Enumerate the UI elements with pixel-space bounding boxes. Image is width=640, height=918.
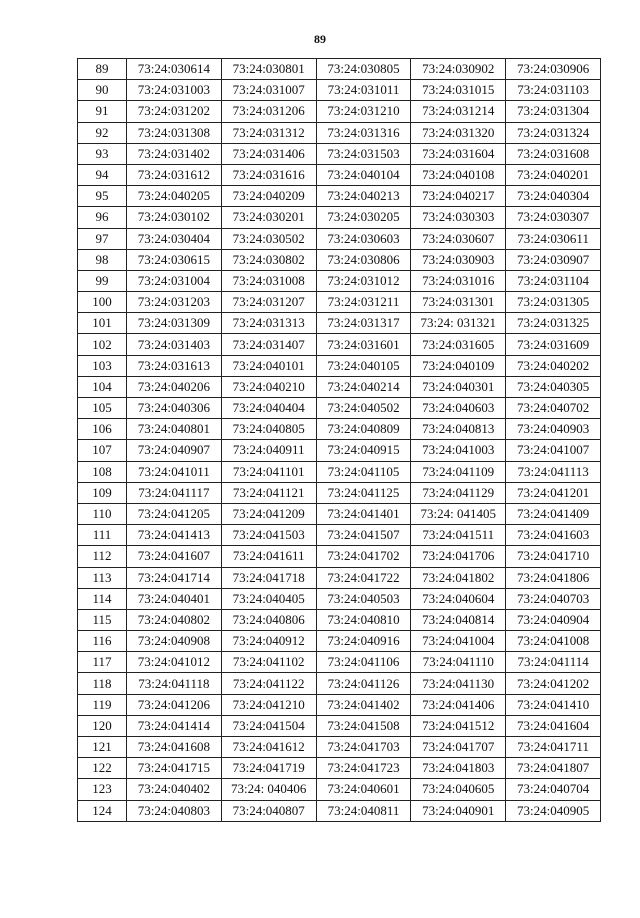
- cadastral-number-cell: 73:24:040912: [221, 631, 316, 652]
- table-row: [78, 673, 601, 694]
- cadastral-number-cell: 73:24:041121: [221, 482, 316, 503]
- cadastral-number-cell: 73:24:031320: [411, 122, 506, 143]
- cadastral-number-cell: 73:24:040916: [316, 631, 411, 652]
- row-number-cell: 102: [78, 334, 127, 355]
- cadastral-number-cell: 73:24:040903: [506, 419, 601, 440]
- cadastral-number-cell: 73:24:031309: [127, 313, 222, 334]
- cadastral-number-cell: 73:24:041209: [221, 503, 316, 524]
- table-row: [78, 164, 601, 185]
- table-row: [78, 80, 601, 101]
- table-row: [78, 588, 601, 609]
- cadastral-number-cell: 73:24:040201: [506, 164, 601, 185]
- row-number-cell: 100: [78, 292, 127, 313]
- cadastral-number-cell: 73:24:041129: [411, 482, 506, 503]
- cadastral-number-cell: 73:24:031313: [221, 313, 316, 334]
- table-row: [78, 101, 601, 122]
- cadastral-number-cell: 73:24:040306: [127, 398, 222, 419]
- cadastral-number-cell: 73:24:030805: [316, 59, 411, 80]
- cadastral-number-cell: 73:24:041118: [127, 673, 222, 694]
- cadastral-number-cell: 73:24:031016: [411, 270, 506, 291]
- cadastral-number-cell: 73:24:041109: [411, 461, 506, 482]
- cadastral-number-cell: 73:24:041603: [506, 525, 601, 546]
- cadastral-number-cell: 73:24:041007: [506, 440, 601, 461]
- cadastral-number-cell: 73:24:030614: [127, 59, 222, 80]
- cadastral-number-cell: 73:24:040811: [316, 800, 411, 821]
- cadastral-number-cell: 73:24:041110: [411, 652, 506, 673]
- cadastral-number-cell: 73:24:040915: [316, 440, 411, 461]
- table-row: [78, 249, 601, 270]
- cadastral-number-cell: 73:24:031011: [316, 80, 411, 101]
- row-number-cell: 110: [78, 503, 127, 524]
- cadastral-number-cell: 73:24:030906: [506, 59, 601, 80]
- cadastral-number-cell: 73:24:040404: [221, 398, 316, 419]
- cadastral-number-cell: 73:24:041511: [411, 525, 506, 546]
- table-row: [78, 122, 601, 143]
- cadastral-number-cell: 73:24:030603: [316, 228, 411, 249]
- cadastral-number-cell: 73:24:031301: [411, 292, 506, 313]
- table-row: [78, 482, 601, 503]
- row-number-cell: 118: [78, 673, 127, 694]
- table-row: [78, 398, 601, 419]
- row-number-cell: 119: [78, 694, 127, 715]
- cadastral-number-cell: 73:24:040803: [127, 800, 222, 821]
- cadastral-number-cell: 73:24:031103: [506, 80, 601, 101]
- cadastral-number-cell: 73:24:041205: [127, 503, 222, 524]
- table-row: [78, 440, 601, 461]
- cadastral-number-cell: 73:24:031316: [316, 122, 411, 143]
- row-number-cell: 123: [78, 779, 127, 800]
- cadastral-number-cell: 73:24:031601: [316, 334, 411, 355]
- cadastral-number-cell: 73:24:040405: [221, 588, 316, 609]
- table-row: [78, 694, 601, 715]
- row-number-cell: 93: [78, 143, 127, 164]
- cadastral-number-cell: 73:24:041607: [127, 546, 222, 567]
- cadastral-number-cell: 73:24:040603: [411, 398, 506, 419]
- cadastral-number-cell: 73:24:041105: [316, 461, 411, 482]
- row-number-cell: 107: [78, 440, 127, 461]
- cadastral-number-cell: 73:24:040601: [316, 779, 411, 800]
- cadastral-number-cell: 73:24:041806: [506, 567, 601, 588]
- cadastral-number-cell: 73:24:041718: [221, 567, 316, 588]
- cadastral-number-cell: 73:24:031008: [221, 270, 316, 291]
- cadastral-number-cell: 73:24:031402: [127, 143, 222, 164]
- cadastral-number-cell: 73:24:031403: [127, 334, 222, 355]
- cadastral-number-cell: 73:24:040814: [411, 609, 506, 630]
- cadastral-number-cell: 73:24:031104: [506, 270, 601, 291]
- table-row: [78, 652, 601, 673]
- cadastral-number-cell: 73:24:040604: [411, 588, 506, 609]
- cadastral-number-cell: 73:24:030806: [316, 249, 411, 270]
- cadastral-number-cell: 73:24:040805: [221, 419, 316, 440]
- cadastral-number-cell: 73:24:040214: [316, 376, 411, 397]
- cadastral-numbers-table: [77, 58, 601, 822]
- table-body: [78, 59, 601, 822]
- cadastral-number-cell: 73:24:041114: [506, 652, 601, 673]
- table-row: [78, 207, 601, 228]
- cadastral-number-cell: 73:24:041715: [127, 758, 222, 779]
- cadastral-number-cell: 73:24:040904: [506, 609, 601, 630]
- cadastral-number-cell: 73:24:041503: [221, 525, 316, 546]
- cadastral-number-cell: 73:24:030907: [506, 249, 601, 270]
- table-row: [78, 567, 601, 588]
- cadastral-number-cell: 73:24:040801: [127, 419, 222, 440]
- cadastral-number-cell: 73:24:041723: [316, 758, 411, 779]
- row-number-cell: 115: [78, 609, 127, 630]
- cadastral-number-cell: 73:24:041004: [411, 631, 506, 652]
- row-number-cell: 99: [78, 270, 127, 291]
- cadastral-number-cell: 73:24:041410: [506, 694, 601, 715]
- cadastral-number-cell: 73:24:041125: [316, 482, 411, 503]
- table-row: [78, 419, 601, 440]
- cadastral-number-cell: 73:24:030205: [316, 207, 411, 228]
- row-number-cell: 122: [78, 758, 127, 779]
- cadastral-number-cell: 73:24:031305: [506, 292, 601, 313]
- row-number-cell: 116: [78, 631, 127, 652]
- cadastral-number-cell: 73:24:041011: [127, 461, 222, 482]
- cadastral-number-cell: 73:24:040907: [127, 440, 222, 461]
- cadastral-number-cell: 73:24:040305: [506, 376, 601, 397]
- cadastral-number-cell: 73:24:031608: [506, 143, 601, 164]
- cadastral-number-cell: 73:24:041504: [221, 715, 316, 736]
- cadastral-number-cell: 73:24:041202: [506, 673, 601, 694]
- cadastral-number-cell: 73:24:031407: [221, 334, 316, 355]
- cadastral-number-cell: 73:24:040702: [506, 398, 601, 419]
- cadastral-number-cell: 73:24:031406: [221, 143, 316, 164]
- cadastral-number-cell: 73:24: 041405: [411, 503, 506, 524]
- cadastral-number-cell: 73:24:040703: [506, 588, 601, 609]
- cadastral-number-cell: 73:24:040806: [221, 609, 316, 630]
- cadastral-number-cell: 73:24:040401: [127, 588, 222, 609]
- table-row: [78, 631, 601, 652]
- row-number-cell: 94: [78, 164, 127, 185]
- cadastral-number-cell: 73:24:031206: [221, 101, 316, 122]
- cadastral-number-cell: 73:24:041604: [506, 715, 601, 736]
- cadastral-number-cell: 73:24:041113: [506, 461, 601, 482]
- cadastral-number-cell: 73:24:041210: [221, 694, 316, 715]
- cadastral-number-cell: 73:24:041611: [221, 546, 316, 567]
- cadastral-number-cell: 73:24:040108: [411, 164, 506, 185]
- row-number-cell: 103: [78, 355, 127, 376]
- cadastral-number-cell: 73:24:041710: [506, 546, 601, 567]
- row-number-cell: 108: [78, 461, 127, 482]
- table-row: [78, 270, 601, 291]
- cadastral-number-cell: 73:24:040908: [127, 631, 222, 652]
- cadastral-number-cell: 73:24:030102: [127, 207, 222, 228]
- cadastral-number-cell: 73:24:031605: [411, 334, 506, 355]
- row-number-cell: 101: [78, 313, 127, 334]
- cadastral-number-cell: 73:24:041117: [127, 482, 222, 503]
- cadastral-number-cell: 73:24:031207: [221, 292, 316, 313]
- row-number-cell: 114: [78, 588, 127, 609]
- cadastral-number-cell: 73:24:031312: [221, 122, 316, 143]
- cadastral-number-cell: 73:24:041126: [316, 673, 411, 694]
- cadastral-number-cell: 73:24:041122: [221, 673, 316, 694]
- cadastral-number-cell: 73:24:040210: [221, 376, 316, 397]
- table-row: [78, 355, 601, 376]
- table-row: [78, 59, 601, 80]
- table-row: [78, 334, 601, 355]
- cadastral-number-cell: 73:24:040502: [316, 398, 411, 419]
- cadastral-number-cell: 73:24:041711: [506, 737, 601, 758]
- cadastral-number-cell: 73:24:041402: [316, 694, 411, 715]
- cadastral-number-cell: 73:24:040809: [316, 419, 411, 440]
- cadastral-number-cell: 73:24:031325: [506, 313, 601, 334]
- cadastral-number-cell: 73:24:041406: [411, 694, 506, 715]
- cadastral-number-cell: 73:24:041707: [411, 737, 506, 758]
- cadastral-number-cell: 73:24:031203: [127, 292, 222, 313]
- cadastral-number-cell: 73:24:041807: [506, 758, 601, 779]
- row-number-cell: 104: [78, 376, 127, 397]
- table-row: [78, 292, 601, 313]
- table-row: [78, 800, 601, 821]
- cadastral-number-cell: 73:24:040205: [127, 186, 222, 207]
- cadastral-number-cell: 73:24:041409: [506, 503, 601, 524]
- table-row: [78, 546, 601, 567]
- cadastral-number-cell: 73:24:030201: [221, 207, 316, 228]
- table-row: [78, 143, 601, 164]
- cadastral-number-cell: 73:24:030607: [411, 228, 506, 249]
- table-row: [78, 228, 601, 249]
- row-number-cell: 97: [78, 228, 127, 249]
- cadastral-number-cell: 73:24:030404: [127, 228, 222, 249]
- cadastral-number-cell: 73:24:041201: [506, 482, 601, 503]
- table-row: [78, 609, 601, 630]
- table-row: [78, 758, 601, 779]
- cadastral-number-cell: 73:24:031004: [127, 270, 222, 291]
- cadastral-number-cell: 73:24:031604: [411, 143, 506, 164]
- cadastral-number-cell: 73:24:041702: [316, 546, 411, 567]
- cadastral-number-cell: 73:24:031616: [221, 164, 316, 185]
- table-row: [78, 461, 601, 482]
- cadastral-number-cell: 73:24:041508: [316, 715, 411, 736]
- row-number-cell: 96: [78, 207, 127, 228]
- cadastral-number-cell: 73:24: 031321: [411, 313, 506, 334]
- cadastral-number-cell: 73:24:040704: [506, 779, 601, 800]
- cadastral-number-cell: 73:24:041507: [316, 525, 411, 546]
- cadastral-number-cell: 73:24:040304: [506, 186, 601, 207]
- cadastral-number-cell: 73:24:041106: [316, 652, 411, 673]
- cadastral-number-cell: 73:24:031015: [411, 80, 506, 101]
- cadastral-number-cell: 73:24:041703: [316, 737, 411, 758]
- cadastral-number-cell: 73:24:040301: [411, 376, 506, 397]
- cadastral-number-cell: 73:24:031202: [127, 101, 222, 122]
- cadastral-number-cell: 73:24:030801: [221, 59, 316, 80]
- cadastral-number-cell: 73:24:041719: [221, 758, 316, 779]
- cadastral-number-cell: 73:24:041803: [411, 758, 506, 779]
- table-row: [78, 313, 601, 334]
- cadastral-number-cell: 73:24:030611: [506, 228, 601, 249]
- cadastral-number-cell: 73:24:040101: [221, 355, 316, 376]
- row-number-cell: 105: [78, 398, 127, 419]
- table-row: [78, 715, 601, 736]
- cadastral-number-cell: 73:24:031317: [316, 313, 411, 334]
- cadastral-number-cell: 73:24:031503: [316, 143, 411, 164]
- cadastral-number-cell: 73:24:031007: [221, 80, 316, 101]
- cadastral-number-cell: 73:24:040605: [411, 779, 506, 800]
- cadastral-number-cell: 73:24:040503: [316, 588, 411, 609]
- cadastral-number-cell: 73:24:031210: [316, 101, 411, 122]
- page-number: 89: [314, 32, 326, 46]
- cadastral-number-cell: 73:24:031304: [506, 101, 601, 122]
- cadastral-number-cell: 73:24:041714: [127, 567, 222, 588]
- cadastral-number-cell: 73:24:041608: [127, 737, 222, 758]
- row-number-cell: 113: [78, 567, 127, 588]
- table-row: [78, 503, 601, 524]
- cadastral-number-cell: 73:24:030502: [221, 228, 316, 249]
- cadastral-number-cell: 73:24:040104: [316, 164, 411, 185]
- cadastral-number-cell: 73:24:031214: [411, 101, 506, 122]
- cadastral-number-cell: 73:24:041414: [127, 715, 222, 736]
- cadastral-number-cell: 73:24:041401: [316, 503, 411, 524]
- cadastral-number-cell: 73:24:040905: [506, 800, 601, 821]
- row-number-cell: 120: [78, 715, 127, 736]
- cadastral-number-cell: 73:24:030307: [506, 207, 601, 228]
- row-number-cell: 89: [78, 59, 127, 80]
- row-number-cell: 98: [78, 249, 127, 270]
- cadastral-number-cell: 73:24:041802: [411, 567, 506, 588]
- row-number-cell: 121: [78, 737, 127, 758]
- cadastral-number-cell: 73:24:030902: [411, 59, 506, 80]
- cadastral-number-cell: 73:24:031003: [127, 80, 222, 101]
- row-number-cell: 111: [78, 525, 127, 546]
- cadastral-number-cell: 73:24:040209: [221, 186, 316, 207]
- cadastral-number-cell: 73:24:031609: [506, 334, 601, 355]
- cadastral-number-cell: 73:24:041206: [127, 694, 222, 715]
- cadastral-number-cell: 73:24:040206: [127, 376, 222, 397]
- cadastral-number-cell: 73:24:041130: [411, 673, 506, 694]
- cadastral-table-container: [77, 58, 601, 822]
- cadastral-number-cell: 73:24:040802: [127, 609, 222, 630]
- cadastral-number-cell: 73:24:041612: [221, 737, 316, 758]
- cadastral-number-cell: 73:24:031613: [127, 355, 222, 376]
- cadastral-number-cell: 73:24:041413: [127, 525, 222, 546]
- cadastral-number-cell: 73:24:040213: [316, 186, 411, 207]
- cadastral-number-cell: 73:24:030303: [411, 207, 506, 228]
- cadastral-number-cell: 73:24:041722: [316, 567, 411, 588]
- cadastral-number-cell: 73:24:031324: [506, 122, 601, 143]
- cadastral-number-cell: 73:24:041003: [411, 440, 506, 461]
- cadastral-number-cell: 73:24:040105: [316, 355, 411, 376]
- row-number-cell: 109: [78, 482, 127, 503]
- cadastral-number-cell: 73:24:041512: [411, 715, 506, 736]
- cadastral-number-cell: 73:24:041101: [221, 461, 316, 482]
- row-number-cell: 112: [78, 546, 127, 567]
- cadastral-number-cell: 73:24:030903: [411, 249, 506, 270]
- row-number-cell: 124: [78, 800, 127, 821]
- cadastral-number-cell: 73:24:030615: [127, 249, 222, 270]
- cadastral-number-cell: 73:24:040402: [127, 779, 222, 800]
- cadastral-number-cell: 73:24:031308: [127, 122, 222, 143]
- cadastral-number-cell: 73:24:040813: [411, 419, 506, 440]
- cadastral-number-cell: 73:24:040109: [411, 355, 506, 376]
- cadastral-number-cell: 73:24:040202: [506, 355, 601, 376]
- cadastral-number-cell: 73:24:031612: [127, 164, 222, 185]
- cadastral-number-cell: 73:24:031012: [316, 270, 411, 291]
- cadastral-number-cell: 73:24: 040406: [221, 779, 316, 800]
- cadastral-number-cell: 73:24:031211: [316, 292, 411, 313]
- row-number-cell: 91: [78, 101, 127, 122]
- cadastral-number-cell: 73:24:040911: [221, 440, 316, 461]
- cadastral-number-cell: 73:24:040807: [221, 800, 316, 821]
- row-number-cell: 106: [78, 419, 127, 440]
- cadastral-number-cell: 73:24:040217: [411, 186, 506, 207]
- cadastral-number-cell: 73:24:041012: [127, 652, 222, 673]
- cadastral-number-cell: 73:24:030802: [221, 249, 316, 270]
- cadastral-number-cell: 73:24:041706: [411, 546, 506, 567]
- table-row: [78, 186, 601, 207]
- cadastral-number-cell: 73:24:041008: [506, 631, 601, 652]
- row-number-cell: 117: [78, 652, 127, 673]
- row-number-cell: 95: [78, 186, 127, 207]
- cadastral-number-cell: 73:24:040810: [316, 609, 411, 630]
- row-number-cell: 92: [78, 122, 127, 143]
- row-number-cell: 90: [78, 80, 127, 101]
- table-row: [78, 779, 601, 800]
- cadastral-number-cell: 73:24:041102: [221, 652, 316, 673]
- table-row: [78, 525, 601, 546]
- cadastral-number-cell: 73:24:040901: [411, 800, 506, 821]
- table-row: [78, 376, 601, 397]
- table-row: [78, 737, 601, 758]
